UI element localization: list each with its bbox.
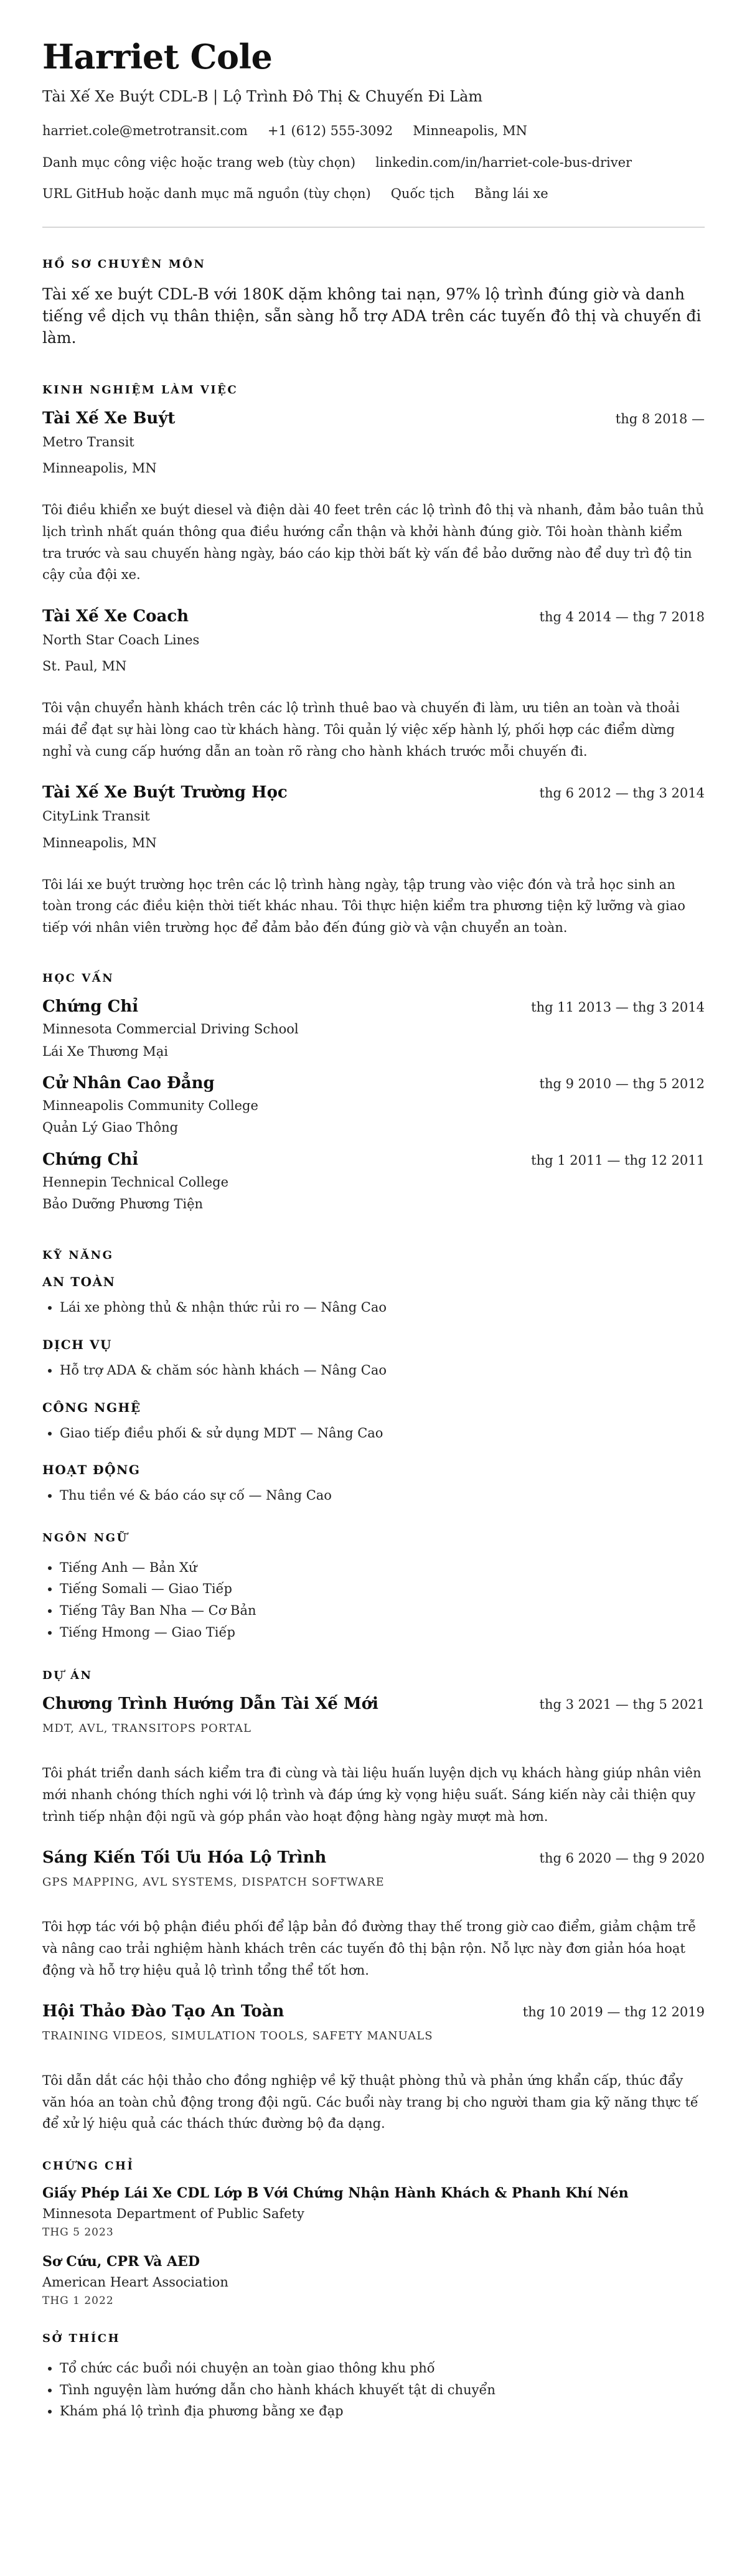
section-title-skills: KỸ NĂNG [42, 1249, 114, 1262]
job-title: Tài Xế Xe Buýt Trường Học [42, 783, 288, 802]
certification-issuer: Minnesota Department of Public Safety [42, 2206, 304, 2222]
project-name: Sáng Kiến Tối Ưu Hóa Lộ Trình [42, 1848, 327, 1868]
job-location: Minneapolis, MN [42, 835, 157, 850]
github-link[interactable]: URL GitHub hoặc danh mục mã nguồn (tùy chọn) [42, 186, 371, 201]
summary-text: Tài xế xe buýt CDL-B với 180K dặm không tai nạn, 97% lộ trình đúng giờ và danh tiếng về dịch vụ thân thiện, sẵn sàng hỗ trợ ADA trên các tuyến đô thị và chuyến đi làm. [42, 285, 702, 347]
section-title-education: HỌC VẤN [42, 972, 115, 985]
contact-row-1 [42, 123, 705, 139]
job-title: Tài Xế Xe Buýt [42, 409, 176, 428]
degree: Cử Nhân Cao Đẳng [42, 1074, 215, 1093]
language-item: • Tiếng Anh — Bản Xứ [60, 1557, 705, 1579]
skill-category: DỊCH VỤ [42, 1337, 112, 1352]
project-name: Chương Trình Hướng Dẫn Tài Xế Mới [42, 1695, 378, 1714]
project-entry [42, 1695, 705, 1827]
certification-name: Sơ Cứu, CPR Và AED [42, 2254, 200, 2270]
certification-date: THG 1 2022 [42, 2295, 114, 2308]
degree: Chứng Chỉ [42, 997, 139, 1017]
job-description: Tôi điều khiển xe buýt diesel và điện dài 40 feet trên các lộ trình đô thị và nhanh, đảm bảo tuân thủ lịch trình nhất quán thông qua điều hướng cẩn thận và khởi hành đúng giờ. Tôi hoàn thành kiểm tra trước và sau chuyến hàng ngày, báo cáo kịp thời bất kỳ vấn đề bảo dưỡng nào để duy trì độ tin cậy của đội xe. [42, 502, 704, 583]
school-name: Minnesota Commercial Driving School [42, 1022, 299, 1037]
candidate-name: Harriet Cole [42, 37, 273, 77]
languages-section [42, 1531, 705, 1643]
job-date: thg 6 2012 — thg 3 2014 [539, 786, 705, 801]
section-title-experience: KINH NGHIỆM LÀM VIỆC [42, 383, 238, 397]
skill-item: • Giao tiếp điều phối & sử dụng MDT — Nâng Cao [60, 1422, 705, 1444]
skill-item: • Lái xe phòng thủ & nhận thức rủi ro — Nâng Cao [60, 1297, 705, 1319]
project-date: thg 6 2020 — thg 9 2020 [539, 1851, 705, 1866]
project-description: Tôi dẫn dắt các hội thảo cho đồng nghiệp về kỹ thuật phòng thủ và phản ứng khẩn cấp, thúc đẩy văn hóa an toàn chủ động trong đội ngũ. Các buổi này trang bị cho người tham gia kỹ năng thực tế để xử lý hiệu quả các thách thức đường bộ đa dạng. [42, 2073, 698, 2132]
skill-category: AN TOÀN [42, 1274, 116, 1290]
project-tech: MDT, AVL, TRANSITOPS PORTAL [42, 1722, 251, 1736]
header-divider [42, 227, 705, 228]
field-of-study: Bảo Dưỡng Phương Tiện [42, 1196, 204, 1211]
experience-section [42, 383, 705, 938]
language-item: • Tiếng Somali — Giao Tiếp [60, 1578, 705, 1600]
skill-item: • Thu tiền vé & báo cáo sự cố — Nâng Cao [60, 1485, 705, 1507]
certification-entry [42, 2185, 705, 2239]
hobby-item: • Tình nguyện làm hướng dẫn cho hành khách khuyết tật di chuyển [60, 2379, 705, 2401]
field-of-study: Quản Lý Giao Thông [42, 1120, 179, 1135]
drivers-license: Bằng lái xe [474, 186, 548, 201]
section-title-languages: NGÔN NGỮ [42, 1531, 128, 1544]
project-tech: GPS MAPPING, AVL SYSTEMS, DISPATCH SOFTWARE [42, 1876, 385, 1889]
nationality: Quốc tịch [390, 186, 455, 201]
job-title: Tài Xế Xe Coach [42, 607, 189, 626]
certifications-section [42, 2160, 705, 2307]
project-date: thg 10 2019 — thg 12 2019 [522, 2005, 705, 2020]
contact-row-3 [42, 186, 705, 202]
email-link[interactable]: harriet.cole@metrotransit.com [42, 123, 248, 139]
job-description: Tôi lái xe buýt trường học trên các lộ trình hàng ngày, tập trung vào việc đón và trả học sinh an toàn trong các điều kiện thời tiết khác nhau. Tôi thực hiện kiểm tra phương tiện kỹ lưỡng và giao tiếp với nhân viên trường học để đảm bảo đến đúng giờ và vận chuyển an toàn. [42, 877, 685, 935]
education-date: thg 11 2013 — thg 3 2014 [531, 1000, 705, 1015]
portfolio-link[interactable]: Danh mục công việc hoặc trang web (tùy chọn) [42, 154, 356, 170]
skill-category: CÔNG NGHỆ [42, 1399, 141, 1415]
linkedin-link[interactable]: linkedin.com/in/harriet-cole-bus-driver [375, 154, 632, 170]
company-name: CityLink Transit [42, 809, 150, 824]
school-name: Minneapolis Community College [42, 1098, 258, 1114]
certification-date: THG 5 2023 [42, 2226, 114, 2239]
skill-item: • Hỗ trợ ADA & chăm sóc hành khách — Nâng Cao [60, 1360, 705, 1381]
projects-section [42, 1669, 705, 2135]
school-name: Hennepin Technical College [42, 1174, 229, 1190]
degree: Chứng Chỉ [42, 1150, 139, 1169]
job-location: St. Paul, MN [42, 659, 127, 674]
section-title-certifications: CHỨNG CHỈ [42, 2160, 134, 2173]
certification-name: Giấy Phép Lái Xe CDL Lớp B Với Chứng Nhận Hành Khách & Phanh Khí Nén [42, 2185, 629, 2202]
headline: Tài Xế Xe Buýt CDL-B | Lộ Trình Đô Thị & Chuyến Đi Làm [42, 88, 483, 106]
contact-row-2 [42, 154, 705, 171]
job-location: Minneapolis, MN [42, 461, 157, 476]
education-date: thg 9 2010 — thg 5 2012 [539, 1076, 705, 1092]
project-tech: TRAINING VIDEOS, SIMULATION TOOLS, SAFETY MANUALS [42, 2029, 433, 2043]
experience-entry [42, 607, 705, 762]
section-title-hobbies: SỞ THÍCH [42, 2332, 121, 2346]
field-of-study: Lái Xe Thương Mại [42, 1043, 168, 1059]
education-entry [42, 1074, 705, 1137]
job-date: thg 8 2018 — [615, 411, 705, 427]
hobby-item: • Khám phá lộ trình địa phương bằng xe đạp [60, 2400, 705, 2422]
education-date: thg 1 2011 — thg 12 2011 [531, 1152, 705, 1168]
job-date: thg 4 2014 — thg 7 2018 [539, 609, 705, 624]
education-entry [42, 1150, 705, 1213]
skill-category: HOẠT ĐỘNG [42, 1462, 141, 1478]
education-section [42, 972, 705, 1213]
skills-section [42, 1249, 705, 1507]
project-name: Hội Thảo Đào Tạo An Toàn [42, 2002, 284, 2021]
company-name: North Star Coach Lines [42, 632, 200, 647]
education-entry [42, 997, 705, 1060]
location: Minneapolis, MN [413, 123, 527, 139]
language-item: • Tiếng Tây Ban Nha — Cơ Bản [60, 1600, 705, 1622]
project-date: thg 3 2021 — thg 5 2021 [539, 1697, 705, 1713]
company-name: Metro Transit [42, 435, 134, 450]
hobbies-section [42, 2332, 705, 2422]
certification-entry [42, 2254, 705, 2307]
project-description: Tôi hợp tác với bộ phận điều phối để lập bản đồ đường thay thế trong giờ cao điểm, giảm chậm trễ và nâng cao trải nghiệm hành khách trên các tuyến đô thị bận rộn. Nỗ lực này đơn giản hóa hoạt động và hỗ trợ hiệu quả lộ trình tổng thể tốt hơn. [42, 1919, 697, 1978]
phone-number: +1 (612) 555-3092 [267, 123, 393, 139]
section-title-summary: HỒ SƠ CHUYÊN MÔN [42, 258, 206, 271]
section-title-projects: DỰ ÁN [42, 1669, 93, 1683]
project-description: Tôi phát triển danh sách kiểm tra đi cùng và tài liệu huấn luyện dịch vụ khách hàng giúp nhân viên mới nhanh chóng thích nghi với lộ trình và đáp ứng kỳ vọng hiệu suất. Sáng kiến này cải thiện quy trình tiếp nhận đội ngũ và góp phần vào hoạt động hàng ngày mượt mà hơn. [42, 1765, 702, 1824]
project-entry [42, 1848, 705, 1981]
language-item: • Tiếng Hmong — Giao Tiếp [60, 1622, 705, 1643]
experience-entry [42, 409, 705, 586]
project-entry [42, 2002, 705, 2135]
experience-entry [42, 783, 705, 938]
job-description: Tôi vận chuyển hành khách trên các lộ trình thuê bao và chuyến đi làm, ưu tiên an toàn và thoải mái để đạt sự hài lòng cao từ khách hàng. Tôi quản lý việc xếp hành lý, phối hợp các điểm dừng nghỉ và cung cấp hướng dẫn an toàn rõ ràng cho hành khách trước mỗi chuyến đi. [42, 700, 680, 759]
hobby-item: • Tổ chức các buổi nói chuyện an toàn giao thông khu phố [60, 2357, 705, 2379]
certification-issuer: American Heart Association [42, 2275, 228, 2290]
